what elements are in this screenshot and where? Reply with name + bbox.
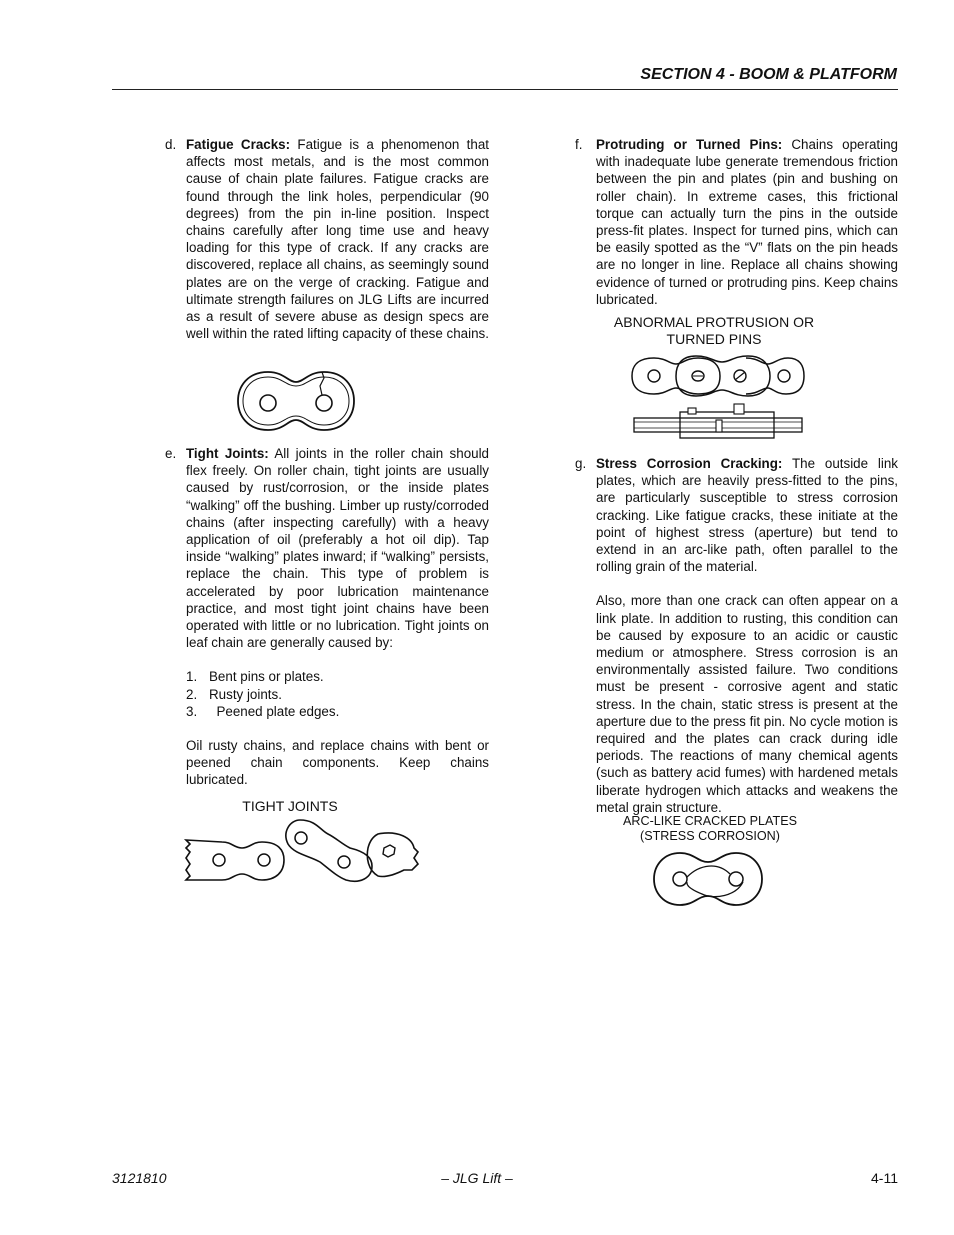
item-title: Tight Joints: bbox=[186, 446, 269, 461]
stress-corrosion-link-figure bbox=[652, 850, 764, 908]
tight-joints-chain-figure bbox=[182, 818, 422, 888]
header-rule bbox=[112, 89, 898, 90]
list-item bbox=[186, 686, 489, 703]
tight-joints-caption: TIGHT JOINTS bbox=[242, 798, 338, 814]
item-second-paragraph: Also, more than one crack can often appear on a link plate. In addition to rusting, this condition can be caused by exposure to an acidic or caustic medium or atmosphere. Stress corrosion is an environmentally assisted failure. Two conditions must be present - corrosive agent and static stress. In the chain, static stress is present at the aperture due to the press fit pin. No cycle motion is required and the plates can crack during idle periods. The reactions of many chemical agents (such as battery acid fumes) with hardened metals liberate hydrogen which attacks and weakens the metal grain structure. bbox=[596, 593, 898, 815]
footer-center: – JLG Lift – bbox=[441, 1170, 513, 1186]
list-number: 3. bbox=[186, 703, 198, 719]
caption-line: (STRESS CORROSION) bbox=[640, 829, 780, 843]
item-marker: g. bbox=[575, 456, 587, 471]
list-number: 2. bbox=[186, 686, 198, 702]
list-item bbox=[186, 703, 489, 720]
list-text: Rusty joints. bbox=[209, 686, 282, 702]
tight-joint-causes-list bbox=[186, 668, 489, 720]
item-fatigue-cracks bbox=[165, 136, 489, 342]
caption-line: TURNED PINS bbox=[666, 331, 762, 347]
list-text: Bent pins or plates. bbox=[209, 669, 324, 685]
right-column-g bbox=[575, 455, 899, 816]
right-column bbox=[575, 136, 898, 308]
item-tight-joints bbox=[165, 445, 490, 789]
item-marker: f. bbox=[575, 137, 583, 152]
list-text: Peened plate edges. bbox=[209, 703, 340, 719]
item-title: Stress Corrosion Cracking: bbox=[596, 456, 783, 471]
item-title: Fatigue Cracks: bbox=[186, 137, 291, 152]
item-marker: e. bbox=[165, 446, 177, 461]
item-paragraph bbox=[596, 136, 898, 308]
caption-line: ARC-LIKE CRACKED PLATES bbox=[622, 814, 798, 828]
footer-doc-number: 3121810 bbox=[112, 1170, 167, 1186]
left-column bbox=[165, 136, 489, 342]
item-text: Chains operating with inadequate lube generate tremendous friction between the pin and plates (pin and bushing on roller chain). In extreme cases, this frictional torque can actually turn the pins in the outside press-fit plates. Inspect for turned pins, which can be easily spotted as the “V” flats on the pin heads are no longer in line. Replace all chains showing evidence of turned or protruding pins. Keep chains lubricated. bbox=[596, 137, 898, 307]
list-number: 1. bbox=[186, 669, 198, 685]
item-text: The outside link plates, which are heavily press-fitted to the pins, are particularly susceptible to stress corrosion cracking. Like fatigue cracks, these initiate at the point of highest stress (aperture) but tend to extend in an arc-like path, often parallel to the rolling grain of the material. bbox=[596, 456, 899, 575]
item-after-paragraph: Oil rusty chains, and replace chains with bent or peened chain components. Keep chains lubricated. bbox=[186, 738, 489, 788]
list-item bbox=[186, 668, 489, 685]
item-title: Protruding or Turned Pins: bbox=[596, 137, 783, 152]
fatigue-crack-link-figure bbox=[236, 368, 356, 434]
footer-page-number: 4-11 bbox=[871, 1170, 898, 1186]
item-protruding-pins bbox=[575, 136, 898, 308]
item-paragraph bbox=[186, 136, 489, 342]
section-title: SECTION 4 - BOOM & PLATFORM bbox=[640, 66, 897, 83]
caption-line: ABNORMAL PROTRUSION OR bbox=[613, 314, 815, 330]
item-marker: d. bbox=[165, 137, 177, 152]
item-paragraph bbox=[186, 445, 489, 651]
arc-cracked-caption bbox=[610, 814, 810, 844]
item-stress-corrosion bbox=[575, 455, 899, 816]
turned-pins-chain-figure bbox=[630, 352, 806, 442]
item-text: All joints in the roller chain should flex freely. On roller chain, tight joints are usually caused by rust/corrosion, or the inside plates “walking” off the bushing. Limber up rusty/corroded chains (after inspecting carefully) with a heavy application of oil (preferably a hot oil dip). Tap inside “walking” plates inward; if “walking” persists, replace the chain. This type of problem is accelerated by poor lubrication maintenance practice, and most tight joint chains have been operated with little or no lubrication. Tight joints on leaf chain are generally caused by: bbox=[186, 446, 490, 651]
abnormal-protrusion-caption bbox=[596, 314, 832, 348]
item-text: Fatigue is a phenomenon that affects most metals, and is the most common cause of chain plate failures. Fatigue cracks are found through the link holes, perpendicular (90 degrees) from the pin in-line position. Inspect chains carefully after long time use and heavy loading for this type of crack. If any cracks are discovered, replace all chains, as seemingly sound plates are on the verge of cracking. Fatigue and ultimate strength failures on JLG Lifts are incurred as a result of severe abuse as design specs are well within the rated lifting capacity of these chains. bbox=[186, 137, 489, 342]
item-paragraph bbox=[596, 455, 898, 575]
left-column-e bbox=[165, 445, 490, 789]
